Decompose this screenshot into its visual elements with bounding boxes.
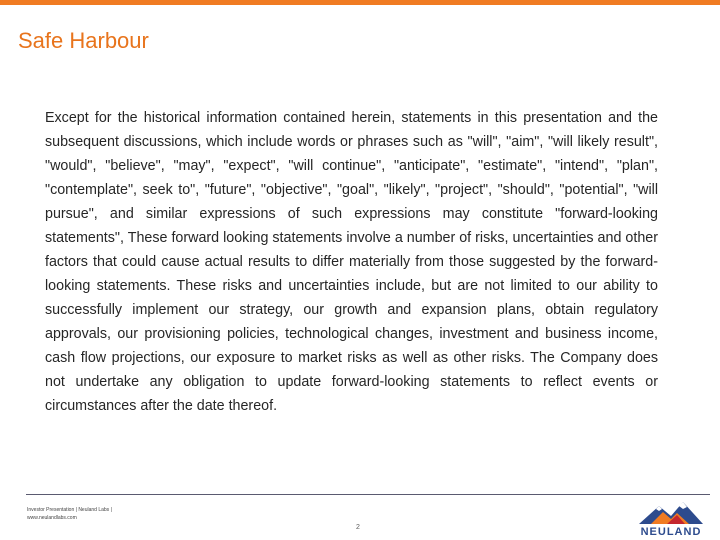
footer-divider <box>26 494 710 495</box>
logo-wordmark: NEULAND <box>640 526 702 538</box>
page-title: Safe Harbour <box>18 28 149 53</box>
footer-note <box>27 506 112 522</box>
neuland-logo <box>632 500 710 540</box>
safe-harbour-paragraph: Except for the historical information contained herein, statements in this presentation and the subsequent discussions, which include words or phrases such as "will", "aim", "will likely result", "would", "believe", "may", "expect", "will continue", "anticipate", "estimate", "intend", "plan", "contemplate", seek to", "future", "objective", "goal", "likely", "project", "should", "potential", "will pursue", and similar expressions of such expressions may constitute "forward-looking statements", These forward looking statements involve a number of risks, uncertainties and other factors that could cause actual results to differ materially from those suggested by the forward-looking statements. These risks and uncertainties include, but are not limited to our ability to successfully implement our strategy, our growth and expansion plans, obtain regulatory approvals, our provisioning policies, technological changes, investment and business income, cash flow projections, our exposure to market risks as well as other risks. The Company does not undertake any obligation to update forward-looking statements to reflect events or circumstances after the date thereof. <box>45 110 658 414</box>
footer-note-line-2: www.neulandlabs.com <box>27 515 77 521</box>
page-number: 2 <box>356 524 360 531</box>
mountain-logo-icon <box>637 500 705 524</box>
footer-note-line-1: Investor Presentation | Neuland Labs | <box>27 507 112 513</box>
top-accent-bar <box>0 0 720 5</box>
